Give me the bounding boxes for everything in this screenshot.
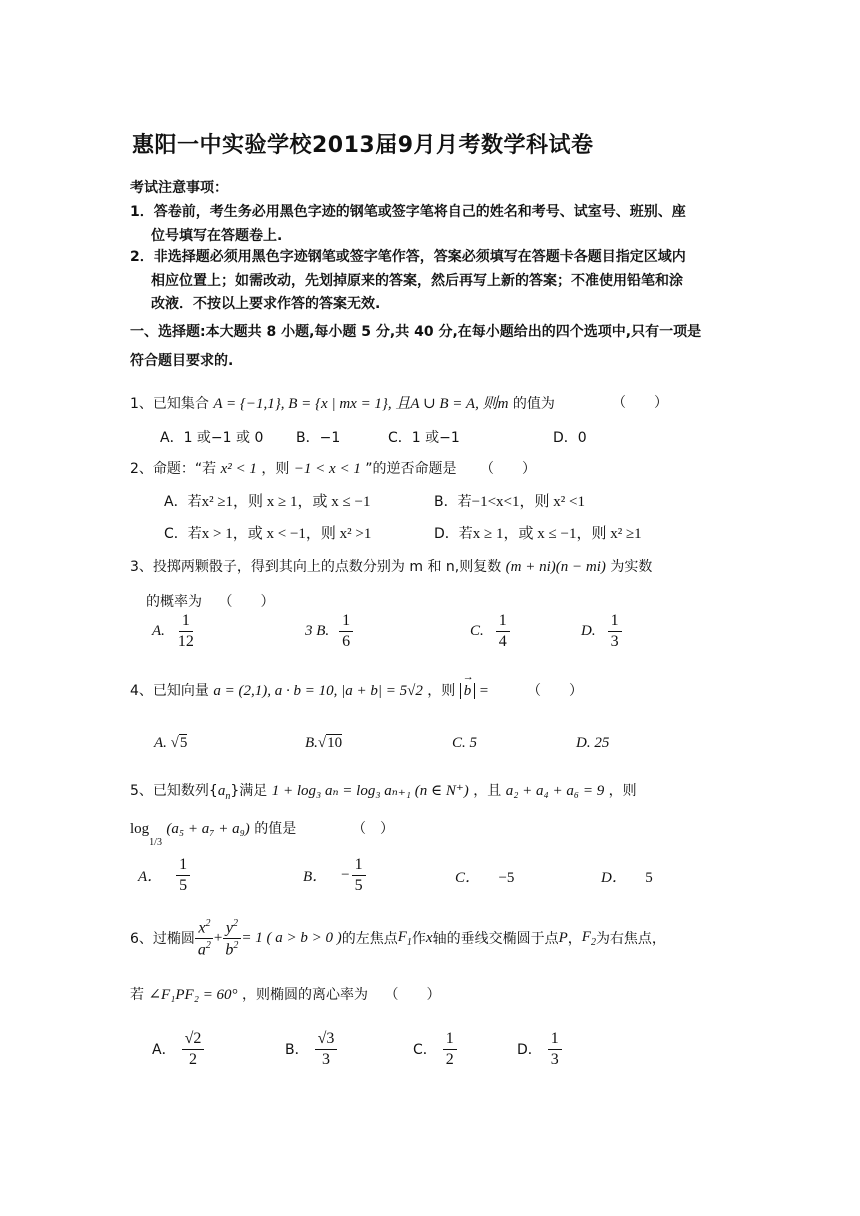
- q5-option-a: [138, 856, 190, 894]
- q5-math-1: 1 + log₃ aₙ = log₃ aₙ₊₁ (n ∈ N⁺): [271, 783, 469, 799]
- q5-option-c-label: C．: [455, 870, 481, 886]
- q4-equals: =: [479, 683, 489, 699]
- q4-vector-b-magnitude: → b: [460, 683, 476, 699]
- question-2-stem: [130, 458, 457, 478]
- q6-option-b-label: B．: [285, 1042, 309, 1059]
- q6-option-a-fraction: $\frac{√2}{2}$: [182, 1030, 205, 1068]
- q2-option-a: [164, 490, 370, 511]
- q5-option-b: [303, 856, 366, 894]
- q6-option-b-fraction: $\frac{√3}{3}$: [315, 1030, 338, 1068]
- q4-option-d: D. 25: [576, 735, 610, 751]
- q6-mid-1: 的左焦点: [341, 931, 398, 948]
- q2-option-b: [434, 490, 585, 511]
- question-4-stem: [130, 680, 488, 700]
- q6-line-2-prefix: 若: [130, 987, 144, 1003]
- q5-end: ，则: [608, 783, 637, 799]
- notice-item-2-line-2: 相应位置上；如需改动，先划掉原来的答案，然后再写上新的答案；不准使用铅笔和涂: [151, 273, 683, 289]
- notice-item-1-line-2: 位号填写在答题卷上.: [151, 228, 283, 244]
- q4-mid: ，则: [427, 683, 456, 699]
- q4-answer-paren: （ ）: [527, 683, 583, 699]
- q2-suffix: ”的逆否命题是: [365, 461, 457, 477]
- q2-math-2: −1 < x < 1: [293, 461, 361, 477]
- q6-option-b: [285, 1030, 337, 1068]
- q4-option-a-label: A.: [154, 735, 167, 751]
- q6-fraction-y: $\frac{y^2}{b^2}$: [222, 918, 241, 959]
- q3-suffix: 为实数: [610, 559, 653, 575]
- q5-line-2-suffix: 的值是: [254, 821, 297, 837]
- q5-option-a-label: A．: [138, 868, 163, 885]
- question-5-stem-line-1: 5、已知数列$\{a_n\}$满足 1 + log₃ aₙ = log₃ aₙ₊₁ (n ∈ N⁺) ，且 a₂ + a₄ + a₆ = 9 ，则: [130, 783, 637, 802]
- q6-option-d: [517, 1030, 562, 1068]
- q2-option-c: [164, 522, 371, 543]
- q3-math: (m + ni)(n − mi): [505, 559, 606, 575]
- q2-prefix: 2、命题：“若: [130, 461, 217, 477]
- question-6-stem-line-2: [130, 984, 440, 1004]
- q3-option-b-fraction: $\frac{1}{6}$: [339, 612, 353, 650]
- notice-item-1-line-1: 1．答卷前，考生务必用黑色字迹的钢笔或签字笔将自己的姓名和考号、试室号、班别、座: [130, 204, 686, 220]
- q2-option-b-label: B．若: [434, 494, 472, 510]
- q3-option-d-fraction: $\frac{1}{3}$: [608, 612, 622, 650]
- q6-option-c-fraction: $\frac{1}{2}$: [443, 1030, 457, 1068]
- q6-prefix: 6、过椭圆: [130, 931, 195, 948]
- q6-mid-4: ，: [567, 931, 582, 948]
- q3-option-d-label: D.: [581, 622, 596, 639]
- q5-mid-1: }满足: [230, 783, 268, 799]
- notice-item-2-line-3: 改液．不按以上要求作答的答案无效.: [151, 296, 381, 312]
- q2-math-1: x² < 1: [220, 461, 257, 477]
- q2-option-b-math: −1<x<1，则 x² <1: [471, 494, 585, 510]
- q1-answer-paren: （ ）: [612, 395, 668, 411]
- q4-option-b-value: 10: [327, 735, 343, 751]
- q5-line-2-math: (a₅ + a₇ + a₉): [166, 821, 250, 837]
- q4-math: a = (2,1), a · b = 10, |a + b| = 5√2: [213, 683, 423, 699]
- q4-prefix: 4、已知向量: [130, 683, 209, 699]
- q1-prefix: 1、已知集合: [130, 396, 209, 412]
- q5-answer-paren: （ ）: [352, 821, 394, 837]
- q4-option-a-value: 5: [179, 735, 188, 751]
- q5-mid-2: ，且: [473, 783, 502, 799]
- q6-option-c-label: C．: [413, 1042, 437, 1059]
- q2-mid: ，则: [261, 461, 290, 477]
- q6-line-2-math: ∠F₁PF₂ = 60°: [148, 987, 238, 1003]
- q4-option-b: B.√10: [305, 735, 343, 751]
- q3-answer-paren: （ ）: [218, 594, 275, 610]
- q6-line-2-suffix: ，则椭圆的离心率为: [242, 987, 369, 1003]
- question-3-stem-line-1: [130, 556, 652, 576]
- q1-option-a: A．1 或−1 或 0: [160, 430, 264, 446]
- section-heading-line-2: 符合题目要求的.: [130, 353, 234, 369]
- q4-option-b-label: B.: [305, 735, 318, 751]
- q5-option-d: [601, 866, 653, 887]
- q3-option-d: [581, 612, 622, 650]
- q1-suffix: 的值为: [512, 396, 555, 412]
- q2-option-a-math: x² ≥1，则 x ≥ 1，或 x ≤ −1: [201, 494, 371, 510]
- q4-option-a: A. √5: [154, 735, 188, 751]
- question-3-stem-line-2: [146, 591, 274, 611]
- q5-prefix: 5、已知数列{: [130, 783, 218, 799]
- q3-line-2: 的概率为: [146, 594, 202, 610]
- q6-mid-2: 作: [411, 931, 426, 948]
- q3-option-a: [152, 612, 197, 650]
- q5-option-d-value: 5: [645, 870, 653, 886]
- q1-option-c: C．1 或−1: [388, 430, 460, 446]
- q2-option-d: [434, 522, 642, 543]
- q2-option-a-label: A．若: [164, 494, 202, 510]
- q2-option-c-label: C．若: [164, 526, 202, 542]
- q6-option-a: [152, 1030, 204, 1068]
- q5-option-a-fraction: $\frac{1}{5}$: [176, 856, 190, 894]
- q2-answer-paren: （ ）: [480, 461, 536, 477]
- q6-fraction-x: $\frac{x^2}{a^2}$: [195, 918, 214, 959]
- question-6-stem-line-1: 6、过椭圆 $\frac{x^2}{a^2}$ + $\frac{y^2}{b^2}$ = 1 ( a > b > 0 ) 的左焦点 $F_1$ 作 x 轴的垂线交椭圆于点 P ， $F_2$ 为右焦点，: [130, 918, 666, 959]
- q3-option-c-fraction: $\frac{1}{4}$: [496, 612, 510, 650]
- q1-math: A = {−1,1}, B = {x | mx = 1}, 且A ∪ B = A, 则m: [213, 396, 509, 412]
- q5-option-c-value: −5: [498, 870, 515, 886]
- q3-option-c-label: C.: [470, 622, 484, 639]
- q5-option-b-label: B．: [303, 868, 328, 885]
- q2-option-c-math: x > 1，或 x < −1，则 x² >1: [201, 526, 372, 542]
- q3-option-b: [305, 612, 353, 650]
- q6-option-c: [413, 1030, 457, 1068]
- q6-answer-paren: （ ）: [384, 987, 441, 1003]
- q5-option-d-label: D．: [601, 870, 627, 886]
- question-5-stem-line-2: $\log_{1/3} (a_5 + a_7 + a_9)$ 的值是: [130, 821, 297, 848]
- q6-option-d-fraction: $\frac{1}{3}$: [548, 1030, 562, 1068]
- q2-option-d-math: x ≥ 1，或 x ≤ −1，则 x² ≥1: [472, 526, 642, 542]
- q4-option-c: C. 5: [452, 735, 478, 751]
- q1-option-b: B．−1: [296, 430, 341, 446]
- question-1-stem: [130, 392, 555, 413]
- notice-item-2-line-1: 2．非选择题必须用黑色字迹钢笔或签字笔作答，答案必须填写在答题卡各题目指定区域内: [130, 249, 686, 265]
- notice-heading: 考试注意事项：: [130, 180, 228, 196]
- q6-condition: = 1 ( a > b > 0 ): [241, 929, 342, 946]
- q6-mid-5: 为右焦点，: [595, 931, 666, 948]
- q3-option-a-label: A.: [152, 622, 165, 639]
- q5-option-c: [455, 866, 514, 887]
- q3-option-b-label: 3 B.: [305, 622, 330, 639]
- section-heading-line-1: 一、选择题:本大题共 8 小题,每小题 5 分,共 40 分,在每小题给出的四个选项中,只有一项是: [130, 324, 702, 340]
- q6-option-d-label: D．: [517, 1042, 542, 1059]
- q3-option-a-fraction: $\frac{1}{12}$: [177, 612, 194, 650]
- q3-prefix: 3、投掷两颗骰子，得到其向上的点数分别为 m 和 n,则复数: [130, 559, 502, 575]
- q6-mid-3: 轴的垂线交椭圆于点: [432, 931, 559, 948]
- q3-option-c: [470, 612, 510, 650]
- q6-option-a-label: A．: [152, 1042, 176, 1059]
- q2-option-d-label: D．若: [434, 526, 473, 542]
- exam-title: 惠阳一中实验学校2013届9月月考数学科试卷: [132, 133, 594, 158]
- q5-math-2: a₂ + a₄ + a₆ = 9: [505, 783, 605, 799]
- q5-option-b-fraction: $\frac{1}{5}$: [352, 856, 366, 894]
- q1-option-d: D．0: [553, 430, 587, 446]
- q5-option-b-sign: −: [341, 866, 350, 883]
